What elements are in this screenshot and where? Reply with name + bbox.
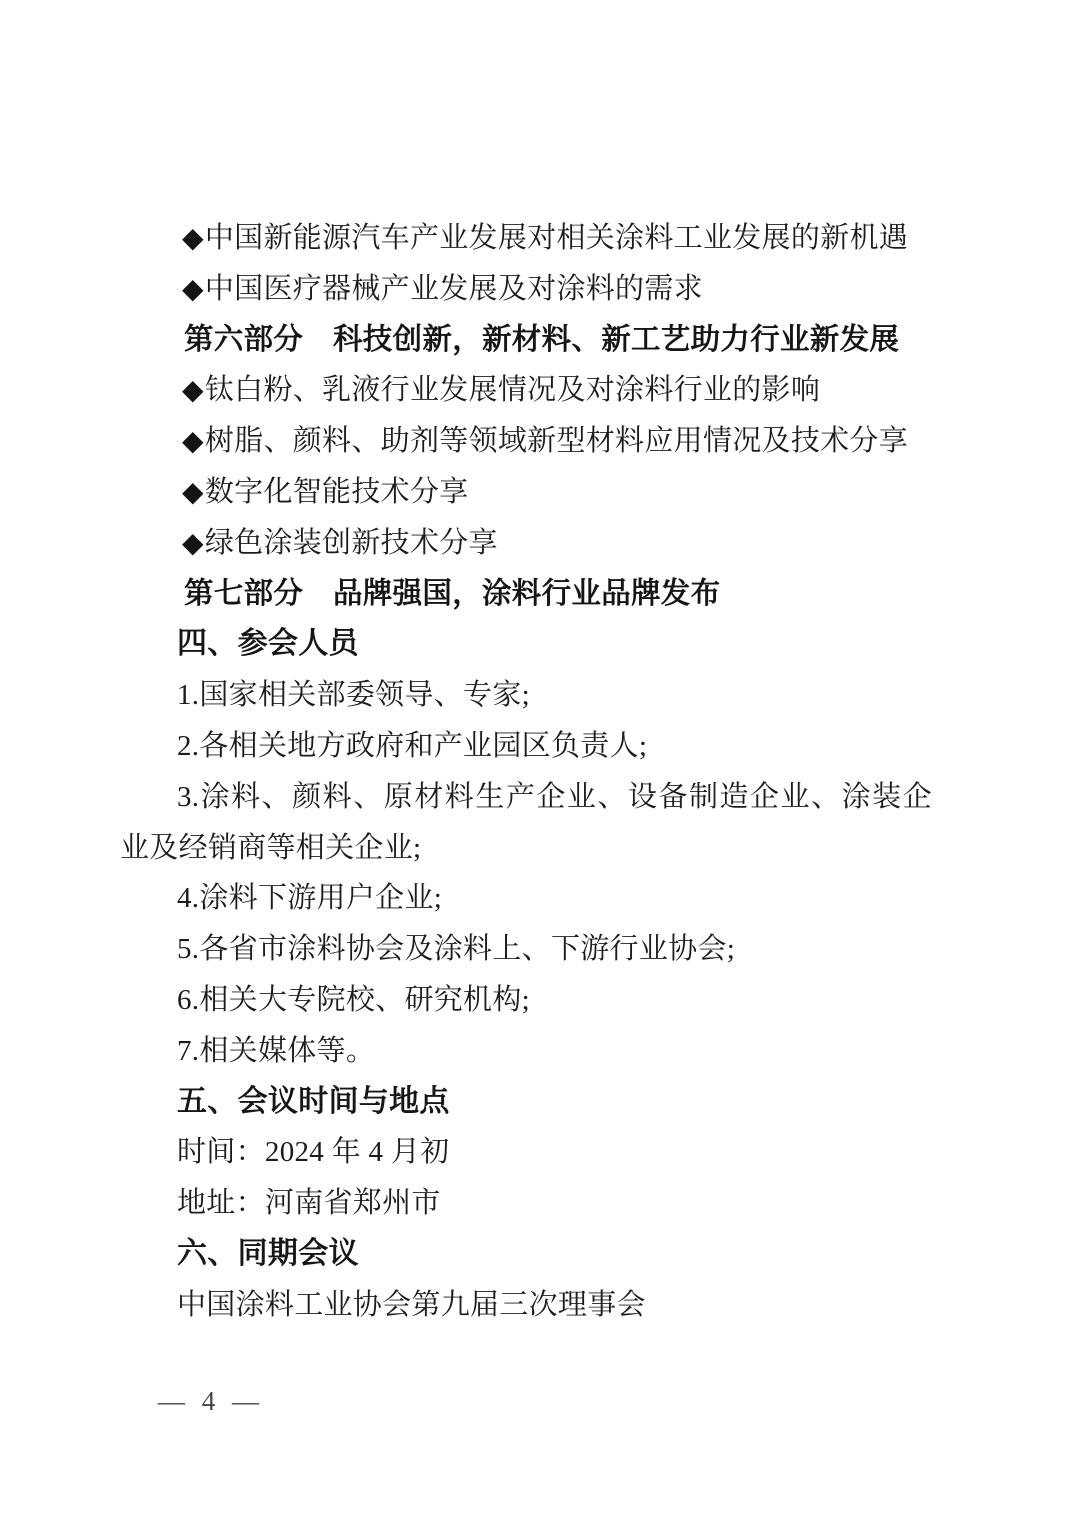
section-heading-text: 六、同期会议: [177, 1236, 359, 1270]
bullet-item-text: 绿色涂装创新技术分享: [204, 526, 498, 559]
paragraph-text: 中国涂料工业协会第九届三次理事会: [177, 1288, 646, 1321]
part-heading-text: 第七部分 品牌强国，涂料行业品牌发布: [184, 577, 721, 610]
section-heading-text: 五、会议时间与地点: [177, 1084, 450, 1118]
paragraph-text: 地址：河南省郑州市: [177, 1187, 441, 1220]
diamond-bullet-icon: ◆: [182, 426, 204, 458]
paragraph-text: 业及经销商等相关企业;: [120, 831, 422, 864]
paragraph-line: [120, 1178, 932, 1229]
paragraph-line: [120, 721, 932, 772]
paragraph-line: [120, 772, 932, 823]
paragraph-text: 2.各相关地方政府和产业园区负责人;: [177, 729, 648, 762]
bullet-item-text: 中国医疗器械产业发展及对涂料的需求: [204, 272, 703, 305]
paragraph-text: 1.国家相关部委领导、专家;: [177, 679, 531, 712]
part-heading-text: 第六部分 科技创新，新材料、新工艺助力行业新发展: [184, 323, 900, 356]
paragraph-text: 7.相关媒体等。: [177, 1034, 376, 1067]
page-number: — 4 —: [158, 1386, 264, 1416]
bullet-item-text: 数字化智能技术分享: [204, 475, 469, 508]
part-heading: [120, 569, 932, 620]
document-body: [120, 213, 932, 1331]
paragraph-text: 3.涂料、颜料、原材料生产企业、设备制造企业、涂装企: [177, 780, 932, 813]
diamond-bullet-icon: ◆: [182, 375, 204, 407]
paragraph-line: [120, 1026, 932, 1077]
diamond-bullet-icon: ◆: [182, 527, 204, 559]
paragraph-line: [120, 670, 932, 721]
bullet-item: [120, 264, 932, 315]
paragraph-line: [120, 1280, 932, 1331]
part-heading: [120, 315, 932, 366]
section-heading: [120, 1077, 932, 1128]
bullet-item: [120, 518, 932, 569]
section-heading: [120, 1229, 932, 1280]
diamond-bullet-icon: ◆: [182, 476, 204, 508]
bullet-item-text: 树脂、颜料、助剂等领域新型材料应用情况及技术分享: [204, 425, 909, 458]
section-heading: [120, 619, 932, 670]
bullet-item: [120, 467, 932, 518]
bullet-item: [120, 213, 932, 264]
diamond-bullet-icon: ◆: [182, 223, 204, 254]
paragraph-text: 5.各省市涂料协会及涂料上、下游行业协会;: [177, 933, 736, 966]
bullet-item-text: 中国新能源汽车产业发展对相关涂料工业发展的新机遇: [204, 222, 909, 254]
paragraph-line: [120, 873, 932, 924]
bullet-item-text: 钛白粉、乳液行业发展情况及对涂料行业的影响: [204, 374, 821, 407]
paragraph-line: [120, 975, 932, 1026]
paragraph-line: [120, 924, 932, 975]
paragraph-text: 6.相关大专院校、研究机构;: [177, 983, 531, 1016]
paragraph-text: 时间：2024 年 4 月初: [177, 1136, 450, 1169]
paragraph-text: 4.涂料下游用户企业;: [177, 882, 443, 915]
bullet-item: [120, 416, 932, 467]
paragraph-wrap-line: [120, 823, 932, 874]
bullet-item: [120, 365, 932, 416]
section-heading-text: 四、参会人员: [177, 627, 359, 661]
diamond-bullet-icon: ◆: [182, 273, 204, 305]
paragraph-line: [120, 1127, 932, 1178]
